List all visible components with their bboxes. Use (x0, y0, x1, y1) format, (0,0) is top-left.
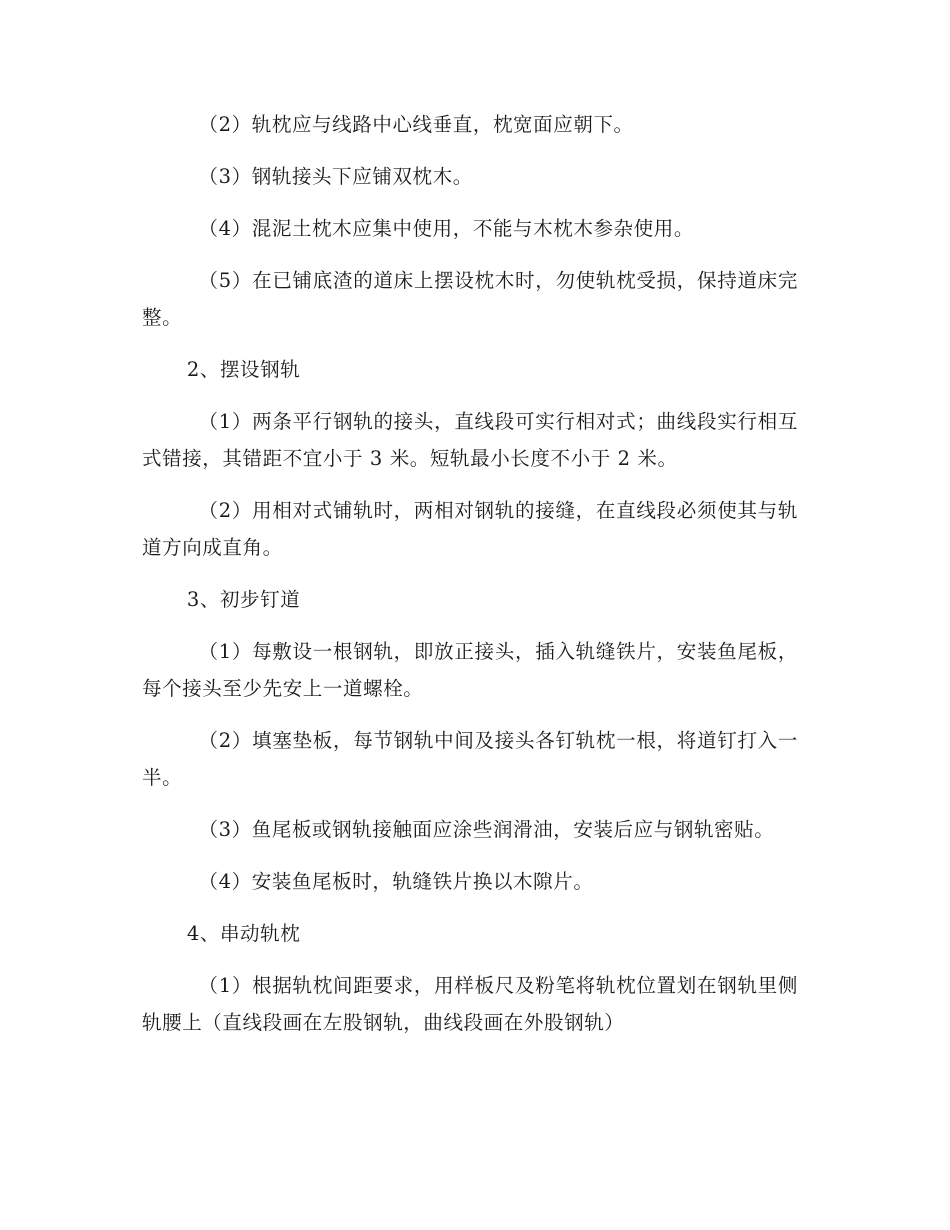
paragraph-item-4-wood-shims: （4）安装鱼尾板时，轨缝铁片换以木隙片。 (198, 870, 594, 893)
document-body (142, 106, 798, 1056)
section-heading-lay-rails: 2、摆设钢轨 (186, 358, 301, 381)
paragraph-item-1-rail-joints: （1）两条平行钢轨的接头，直线段可实行相对式；曲线段实行相互式错接，其错距不宜小于 3 米。短轨最小长度不小于 2 米。 (142, 410, 798, 470)
paragraph-item-1-fishplate: （1）每敷设一根钢轨，即放正接头，插入轨缝铁片，安装鱼尾板，每个接头至少先安上一道螺栓。 (142, 640, 798, 700)
section-heading-move-sleepers: 4、串动轨枕 (186, 922, 301, 945)
paragraph-item-4-concrete-sleeper: （4）混泥土枕木应集中使用，不能与木枕木参杂使用。 (198, 217, 694, 240)
paragraph-item-3-lubricant: （3）鱼尾板或钢轨接触面应涂些润滑油，安装后应与钢轨密贴。 (198, 818, 775, 841)
paragraph-item-2-opposite-joints: （2）用相对式铺轨时，两相对钢轨的接缝，在直线段必须使其与轨道方向成直角。 (142, 499, 798, 559)
paragraph-item-3-double-sleeper: （3）钢轨接头下应铺双枕木。 (198, 165, 473, 188)
paragraph-item-2-tie-plates: （2）填塞垫板，每节钢轨中间及接头各钉轨枕一根，将道钉打入一半。 (142, 729, 798, 789)
paragraph-item-2-sleeper-perpendicular: （2）轨枕应与线路中心线垂直，枕宽面应朝下。 (198, 113, 634, 136)
paragraph-item-5-ballast-bed: （5）在已铺底渣的道床上摆设枕木时，勿使轨枕受损，保持道床完整。 (142, 269, 798, 329)
section-heading-initial-spiking: 3、初步钉道 (186, 588, 301, 611)
paragraph-item-1-sleeper-spacing: （1）根据轨枕间距要求，用样板尺及粉笔将轨枕位置划在钢轨里侧轨腰上（直线段画在左股钢轨，曲线段画在外股钢轨） (142, 974, 798, 1034)
